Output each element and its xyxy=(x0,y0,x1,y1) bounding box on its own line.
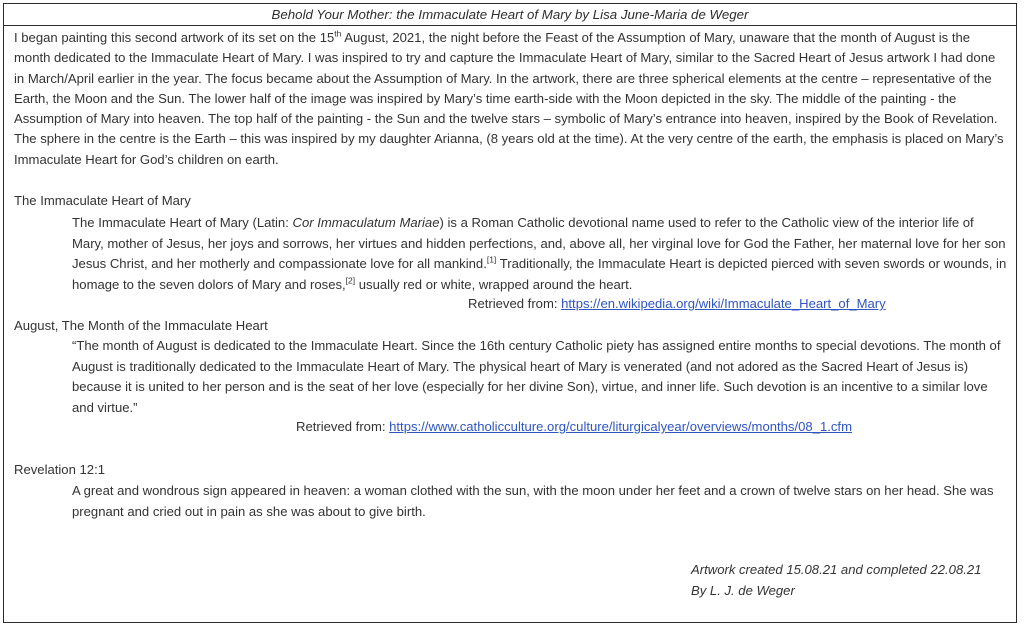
revelation-verse: A great and wondrous sign appeared in heaven: a woman clothed with the sun, with the moon under her feet and a crown of twelve stars on her head. She was pregnant and cried out in pain as she was about to give birth. xyxy=(72,483,994,519)
retrieved-label: Retrieved from: xyxy=(296,419,390,434)
artwork-dates: Artwork created 15.08.21 and completed 22.08.21 xyxy=(691,562,982,577)
intro-paragraph xyxy=(14,28,1008,170)
section-heading-revelation: Revelation 12:1 xyxy=(14,462,105,477)
footnote-ref-2: [2] xyxy=(345,275,356,286)
intro-superscript: th xyxy=(334,28,342,39)
ih-text-b: ) is a Roman Catholic devotional name used to refer to the Catholic view of the interior life of Mary, mother of Jesus, her joys and sorrows, her virtues and hidden perfections, and, above all, her virginal love for God the Father, her maternal love for her son Jesus Christ, and her motherly and compassionate love for all mankind. xyxy=(72,215,1006,271)
retrieved-wikipedia xyxy=(468,296,886,311)
latin-term: Cor Immaculatum Mariae xyxy=(292,215,440,230)
immaculate-heart-paragraph xyxy=(72,213,1008,295)
august-quote-paragraph: “The month of August is dedicated to the Immaculate Heart. Since the 16th century Catholic piety has assigned entire months to special devotions. The month of August is traditionally dedicated to the Immaculate Heart of Mary. The physical heart of Mary is venerated (and not adored as the Sacred Heart of Jesus is) because it is united to her person and is the seat of her love (especially for her divine Son), virtue, and inner life. Such devotion is an incentive to a similar love and virtue.” xyxy=(72,338,1001,415)
ih-text-c: Traditionally, the Immaculate Heart is depicted pierced with seven swords or wounds, in homage to the seven dolors of Mary and roses, xyxy=(72,256,1007,292)
artist-signature: By L. J. de Weger xyxy=(691,583,795,598)
ih-text-d: usually red or white, wrapped around the heart. xyxy=(355,276,633,292)
footnote-ref-1: [1] xyxy=(486,254,497,265)
section-heading-august: August, The Month of the Immaculate Heart xyxy=(14,318,268,333)
document-frame xyxy=(3,3,1017,623)
ih-text-a: The Immaculate Heart of Mary (Latin: xyxy=(72,215,293,230)
retrieved-label: Retrieved from: xyxy=(468,296,562,311)
intro-text-a: I began painting this second artwork of its set on the 15 xyxy=(14,30,335,45)
wikipedia-link[interactable]: https://en.wikipedia.org/wiki/Immaculate_Heart_of_Mary xyxy=(561,296,886,311)
retrieved-catholicculture xyxy=(296,419,852,434)
catholicculture-link[interactable]: https://www.catholicculture.org/culture/liturgicalyear/overviews/months/08_1.cfm xyxy=(389,419,852,434)
intro-text-b: August, 2021, the night before the Feast of the Assumption of Mary, unaware that the month of August is the month dedicated to the Immaculate Heart of Mary. I was inspired to try and capture the Immaculate Heart of Mary, similar to the Sacred Heart of Jesus artwork I had done in March/April earlier in the year. The focus became about the Assumption of Mary. In the artwork, there are three spherical elements at the centre – representative of the Earth, the Moon and the Sun. The lower half of the image was inspired by Mary’s time earth-side with the Moon depicted in the sky. The middle of the painting - the Assumption of Mary into heaven. The top half of the painting - the Sun and the twelve stars – symbolic of Mary’s entrance into heaven, inspired by the Book of Revelation. The sphere in the centre is the Earth – this was inspired by my daughter Arianna, (8 years old at the time). At the very centre of the earth, the emphasis is placed on Mary’s Immaculate Heart for God’s children on earth. xyxy=(14,30,1004,167)
document-title: Behold Your Mother: the Immaculate Heart of Mary by Lisa June-Maria de Weger xyxy=(4,4,1016,26)
section-heading-immaculate-heart: The Immaculate Heart of Mary xyxy=(14,193,191,208)
